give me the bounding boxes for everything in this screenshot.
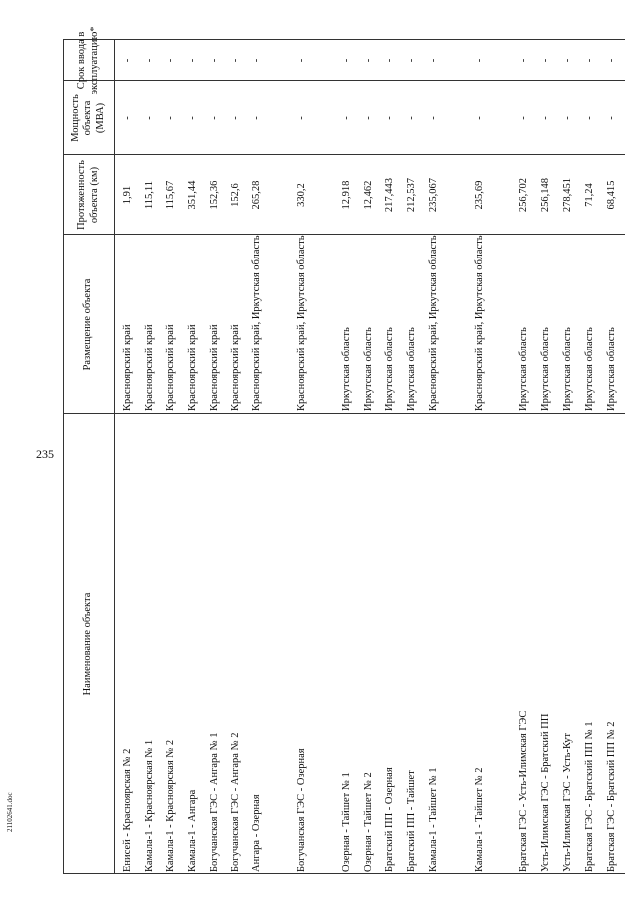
cell-location: Иркутская область [584, 327, 595, 411]
cell-name: Братская ГЭС - Братский ПП № 1 [584, 721, 595, 872]
cell-name: Озерная - Тайшет № 2 [363, 772, 374, 872]
cell-term: - [144, 58, 155, 63]
cell-power: - [187, 116, 198, 120]
cell-power: - [144, 116, 155, 120]
cell-name: Богучанская ГЭС - Озерная [296, 748, 307, 872]
cell-term: - [122, 58, 133, 63]
cell-length: 256,148 [540, 177, 551, 213]
header-power: Мощность объекта (МВА) [70, 94, 106, 142]
cell-power: - [540, 116, 551, 120]
cell-length: 152,6 [230, 183, 241, 207]
header-term: Срок ввода в эксплуатацию* [76, 26, 100, 95]
cell-name: Енисей - Красноярская № 2 [122, 748, 133, 872]
cell-term: - [562, 58, 573, 63]
cell-name: Братская ГЭС - Братский ПП № 2 [606, 721, 617, 872]
cell-term: - [518, 58, 529, 63]
cell-power: - [230, 116, 241, 120]
cell-power: - [428, 116, 439, 120]
cell-power: - [296, 116, 307, 120]
cell-length: 68,415 [606, 180, 617, 210]
table-border-left [63, 873, 625, 874]
cell-length: 330,2 [296, 183, 307, 207]
cell-location: Иркутская область [341, 327, 352, 411]
cell-length: 217,443 [384, 177, 395, 213]
cell-length: 212,537 [406, 177, 417, 213]
cell-term: - [251, 58, 262, 63]
cell-term: - [384, 58, 395, 63]
cell-term: - [341, 58, 352, 63]
cell-name: Камала-1 - Красноярская № 1 [144, 739, 155, 872]
cell-term: - [187, 58, 198, 63]
cell-name: Ангара - Озерная [251, 794, 262, 872]
cell-length: 12,918 [341, 180, 352, 210]
cell-term: - [296, 58, 307, 63]
column-divider-1 [63, 413, 625, 414]
cell-term: - [406, 58, 417, 63]
header-location: Размещение объекта [82, 278, 94, 371]
header-name: Наименование объекта [82, 592, 94, 696]
cell-location: Красноярский край [144, 324, 155, 411]
cell-location: Иркутская область [363, 327, 374, 411]
cell-location: Красноярский край, Иркутская область [474, 235, 485, 411]
cell-location: Красноярский край [187, 324, 198, 411]
cell-location: Иркутская область [406, 327, 417, 411]
cell-name: Богучанская ГЭС - Ангара № 2 [230, 732, 241, 872]
cell-power: - [384, 116, 395, 120]
cell-length: 12,462 [363, 180, 374, 210]
cell-power: - [165, 116, 176, 120]
cell-power: - [518, 116, 529, 120]
cell-location: Иркутская область [562, 327, 573, 411]
cell-name: Усть-Илимская ГЭС - Братский ПП [540, 713, 551, 872]
cell-length: 115,67 [165, 180, 176, 210]
cell-term: - [474, 58, 485, 63]
cell-term: - [540, 58, 551, 63]
cell-length: 278,451 [562, 177, 573, 213]
cell-location: Красноярский край, Иркутская область [251, 235, 262, 411]
cell-power: - [406, 116, 417, 120]
cell-location: Иркутская область [606, 327, 617, 411]
header-length: Протяженность объекта (км) [76, 160, 100, 230]
cell-length: 71,24 [584, 183, 595, 207]
document-filename: 21102641.doc [6, 792, 14, 832]
cell-length: 152,36 [209, 180, 220, 210]
cell-location: Иркутская область [518, 327, 529, 411]
cell-length: 265,28 [251, 180, 262, 210]
cell-location: Иркутская область [384, 327, 395, 411]
cell-length: 256,702 [518, 177, 529, 213]
cell-name: Усть-Илимская ГЭС - Усть-Кут [562, 732, 573, 872]
cell-location: Красноярский край [209, 324, 220, 411]
cell-length: 235,69 [474, 180, 485, 210]
cell-power: - [251, 116, 262, 120]
cell-power: - [474, 116, 485, 120]
cell-term: - [230, 58, 241, 63]
cell-term: - [428, 58, 439, 63]
cell-name: Богучанская ГЭС - Ангара № 1 [209, 732, 220, 872]
cell-term: - [363, 58, 374, 63]
cell-location: Красноярский край, Иркутская область [296, 235, 307, 411]
objects-table [63, 26, 625, 874]
cell-name: Братский ПП - Тайшет [406, 770, 417, 872]
header-divider [114, 40, 115, 874]
cell-power: - [562, 116, 573, 120]
cell-term: - [209, 58, 220, 63]
cell-power: - [584, 116, 595, 120]
cell-power: - [606, 116, 617, 120]
cell-location: Красноярский край [165, 324, 176, 411]
cell-name: Камала-1 - Ангара [187, 789, 198, 872]
cell-term: - [165, 58, 176, 63]
cell-name: Озерная - Тайшет № 1 [341, 772, 352, 872]
cell-length: 1,91 [122, 185, 133, 205]
cell-power: - [122, 116, 133, 120]
page-number: 235 [36, 447, 54, 461]
cell-power: - [209, 116, 220, 120]
cell-term: - [606, 58, 617, 63]
cell-location: Красноярский край, Иркутская область [428, 235, 439, 411]
cell-length: 235,067 [428, 177, 439, 213]
cell-location: Красноярский край [230, 324, 241, 411]
cell-location: Красноярский край [122, 324, 133, 411]
cell-name: Камала-1 - Тайшет № 2 [474, 767, 485, 872]
cell-power: - [363, 116, 374, 120]
cell-power: - [341, 116, 352, 120]
cell-name: Братская ГЭС - Усть-Илимская ГЭС [518, 710, 529, 872]
cell-length: 351,44 [187, 180, 198, 210]
cell-length: 115,11 [144, 180, 155, 210]
cell-name: Камала-1 - Красноярская № 2 [165, 739, 176, 872]
cell-location: Иркутская область [540, 327, 551, 411]
cell-name: Братский ПП - Озерная [384, 767, 395, 872]
cell-name: Камала-1 - Тайшет № 1 [428, 767, 439, 872]
cell-term: - [584, 58, 595, 63]
